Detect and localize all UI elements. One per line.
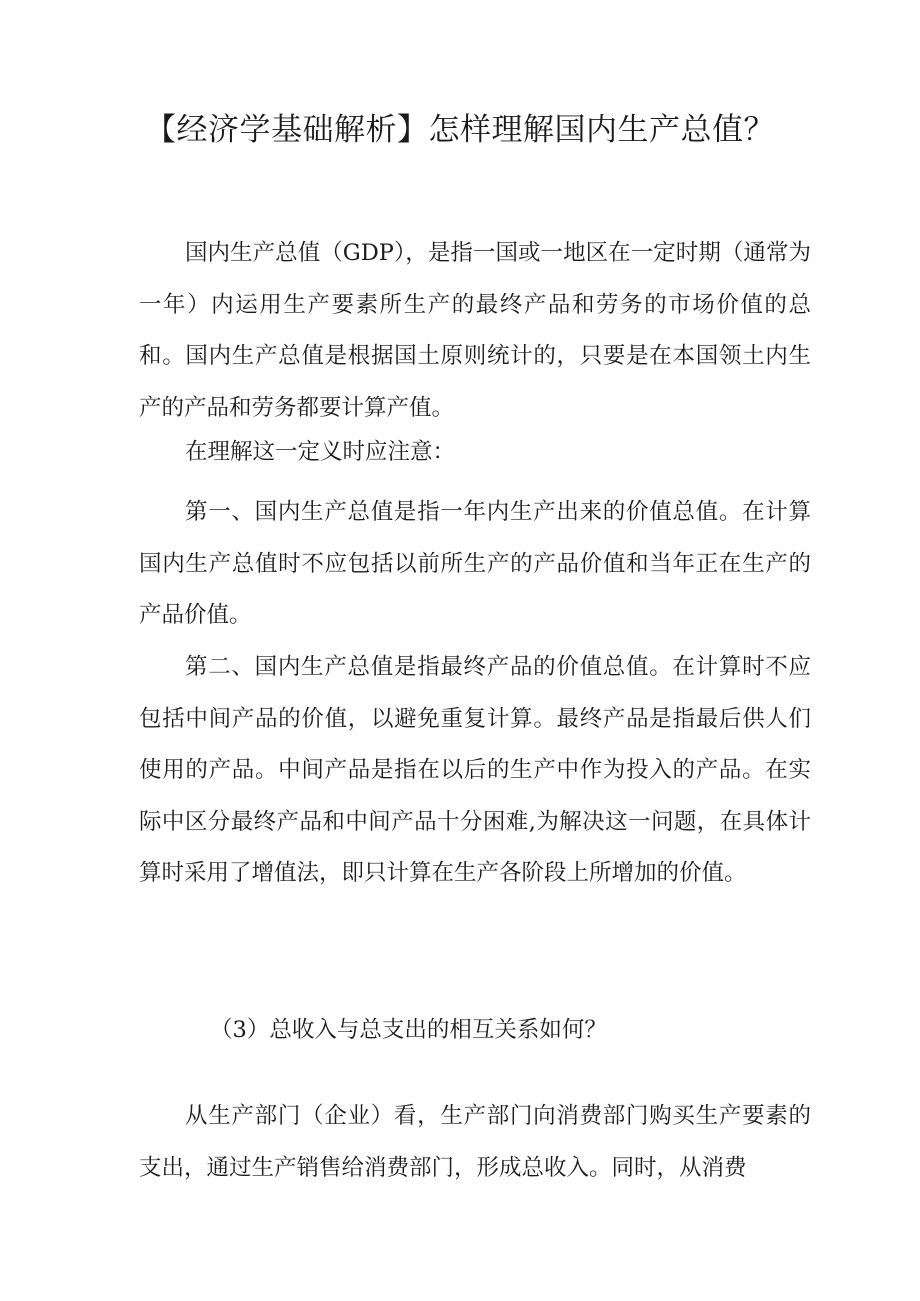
paragraph-point-one: 第一、国内生产总值是指一年内生产出来的价值总值。在计算国内生产总值时不应包括以前所生产的产品价值和当年正在生产的产品价值。: [139, 499, 811, 628]
section-heading: （3）总收入与总支出的相互关系如何？: [210, 1017, 607, 1043]
paragraph-note-intro: 在理解这一定义时应注意：: [185, 439, 456, 465]
paragraph-gdp-definition: 国内生产总值（GDP），是指一国或一地区在一定时期（通常为一年）内运用生产要素所生产的最终产品和劳务的市场价值的总和。国内生产总值是根据国土原则统计的，只要是在本国领土内生产的产品和劳务都要计算产值。: [139, 240, 811, 421]
paragraph-income-expenditure: 从生产部门（企业）看，生产部门向消费部门购买生产要素的支出，通过生产销售给消费部门，形成总收入。同时，从消费: [139, 1103, 811, 1181]
paragraph-point-two: 第二、国内生产总值是指最终产品的价值总值。在计算时不应包括中间产品的价值，以避免重复计算。最终产品是指最后供人们使用的产品。中间产品是指在以后的生产中作为投入的产品。在实际中区分最终产品和中间产品十分困难,为解决这一问题，在具体计算时采用了增值法，即只计算在生产各阶段上所增加的价值。: [139, 654, 811, 886]
document-title: 【经济学基础解析】怎样理解国内生产总值？: [145, 112, 775, 148]
